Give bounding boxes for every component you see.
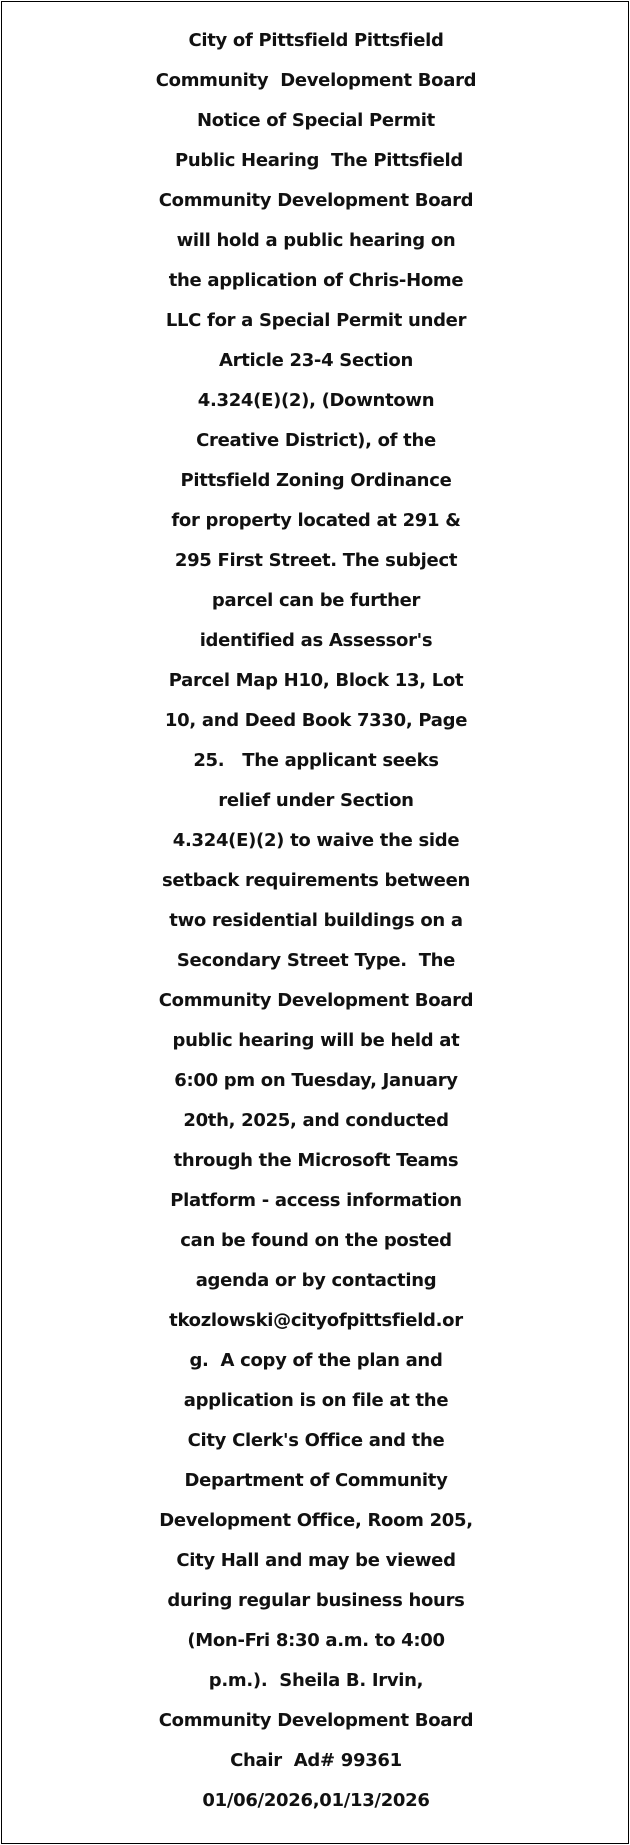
legal-notice-frame bbox=[1, 1, 629, 1844]
notice-line: Development Office, Room 205, bbox=[159, 1510, 473, 1531]
notice-line: can be found on the posted bbox=[180, 1230, 452, 1251]
notice-line: Community Development Board bbox=[158, 1710, 474, 1731]
notice-line: during regular business hours bbox=[167, 1590, 465, 1611]
notice-line: application is on file at the bbox=[183, 1390, 449, 1411]
notice-line: tkozlowski@cityofpittsfield.or bbox=[169, 1310, 463, 1331]
notice-line: Platform - access information bbox=[170, 1190, 462, 1211]
notice-line: 25. The applicant seeks bbox=[193, 750, 439, 771]
notice-line: p.m.). Sheila B. Irvin, bbox=[208, 1670, 424, 1691]
notice-line: Article 23-4 Section bbox=[218, 350, 413, 371]
notice-line: 20th, 2025, and conducted bbox=[183, 1110, 449, 1131]
notice-line: (Mon-Fri 8:30 a.m. to 4:00 bbox=[187, 1630, 445, 1651]
notice-line: 4.324(E)(2), (Downtown bbox=[197, 390, 435, 411]
notice-line: Department of Community bbox=[184, 1470, 448, 1491]
notice-line: Parcel Map H10, Block 13, Lot bbox=[168, 670, 464, 691]
notice-line: Community Development Board bbox=[155, 70, 477, 91]
notice-line: for property located at 291 & bbox=[171, 510, 461, 531]
notice-line: two residential buildings on a bbox=[169, 910, 463, 931]
notice-line: Community Development Board bbox=[158, 190, 474, 211]
notice-line: Pittsfield Zoning Ordinance bbox=[180, 470, 452, 491]
notice-line: City of Pittsfield Pittsfield bbox=[188, 30, 444, 51]
notice-line: through the Microsoft Teams bbox=[173, 1150, 459, 1171]
notice-line: 4.324(E)(2) to waive the side bbox=[172, 830, 460, 851]
notice-line: g. A copy of the plan and bbox=[189, 1350, 443, 1371]
notice-line: the application of Chris-Home bbox=[168, 270, 464, 291]
notice-line: will hold a public hearing on bbox=[176, 230, 456, 251]
notice-line: setback requirements between bbox=[161, 870, 471, 891]
notice-line: Creative District), of the bbox=[196, 430, 436, 451]
notice-line: Public Hearing The Pittsfield bbox=[169, 150, 463, 171]
notice-line: public hearing will be held at bbox=[172, 1030, 460, 1051]
notice-line: 6:00 pm on Tuesday, January bbox=[174, 1070, 458, 1091]
notice-line: Secondary Street Type. The bbox=[176, 950, 456, 971]
notice-line: 01/06/2026,01/13/2026 bbox=[202, 1790, 430, 1811]
notice-line: 295 First Street. The subject bbox=[174, 550, 458, 571]
notice-line: City Clerk's Office and the bbox=[187, 1430, 445, 1451]
legal-notice-text bbox=[2, 21, 630, 1821]
notice-line: agenda or by contacting bbox=[195, 1270, 437, 1291]
notice-line: parcel can be further bbox=[211, 590, 421, 611]
notice-line: identified as Assessor's bbox=[199, 630, 433, 651]
notice-line: City Hall and may be viewed bbox=[176, 1550, 456, 1571]
notice-line: 10, and Deed Book 7330, Page bbox=[164, 710, 468, 731]
notice-line: relief under Section bbox=[218, 790, 414, 811]
notice-line: LLC for a Special Permit under bbox=[165, 310, 467, 331]
notice-line: Notice of Special Permit bbox=[197, 110, 435, 131]
notice-line: Community Development Board bbox=[158, 990, 474, 1011]
notice-line: Chair Ad# 99361 bbox=[230, 1750, 402, 1771]
